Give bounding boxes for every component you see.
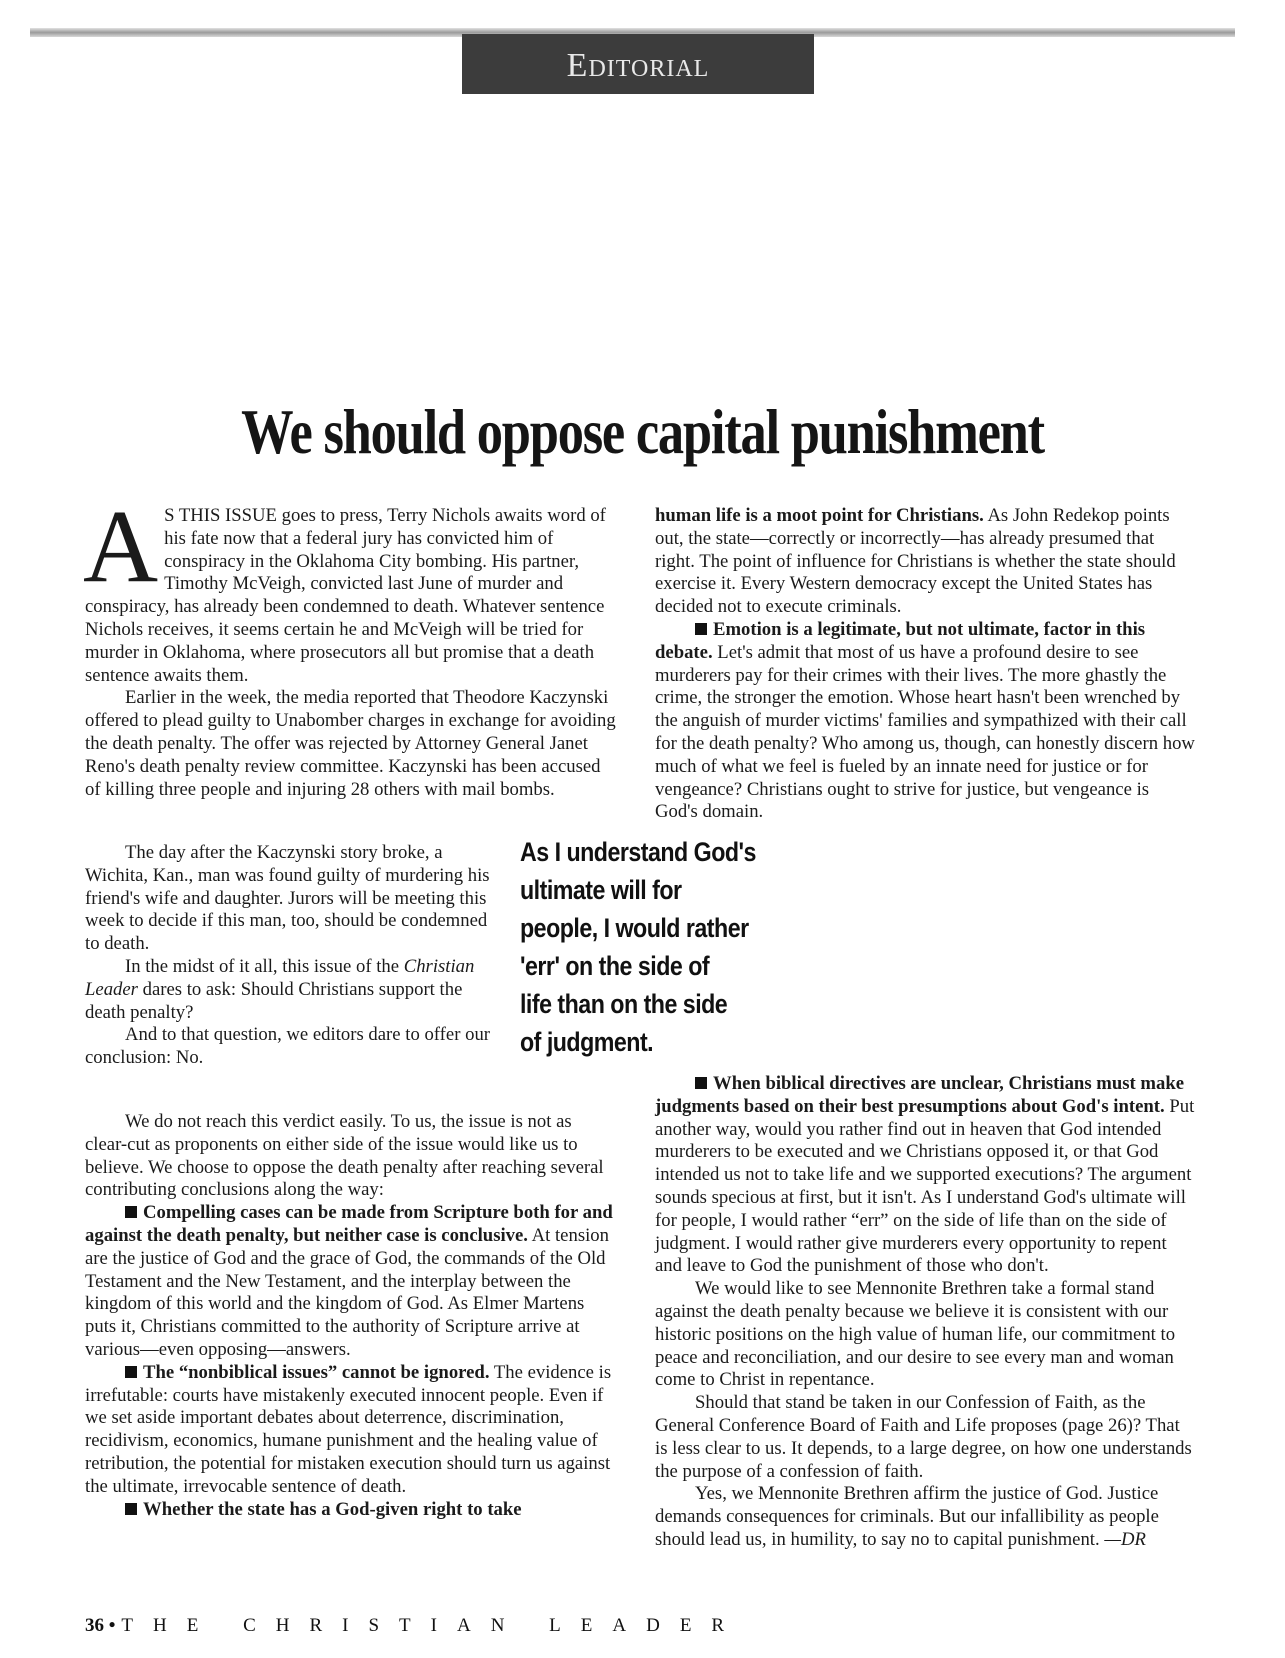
paragraph: human life is a moot point for Christians. As John Redekop points out, the state—correctly or incorrectly—has already presumed that right. The point of influence for Christians is whether the state should exercise it. Every Western democracy except the United States has decided not to execute criminals. — [655, 505, 1176, 618]
paragraph: And to that question, we editors dare to offer our conclusion: No. — [85, 1024, 491, 1069]
lead-paragraph: A S THIS ISSUE goes to press, Terry Nichols awaits word of his fate now that a federal jury has convicted him of conspiracy in the Oklahoma City bombing. His partner, Timothy McVeigh, convicted last June of murder and conspiracy, has already been condemned to death. Whatever sentence Nichols receives, it seems certain he and McVeigh will be tried for murder in Oklahoma, where prosecutors all but promise that a death sentence awaits them. — [83, 489, 606, 686]
paragraph: Yes, we Mennonite Brethren affirm the justice of God. Justice demands consequences for criminals. But our infallibility as people should lead us, in humility, to say no to capital punishment. —DR — [655, 1483, 1159, 1550]
page-footer — [85, 1615, 744, 1637]
signature: —DR — [1104, 1528, 1146, 1550]
publication-name-footer: THE CHRISTIAN LEADER — [121, 1615, 745, 1636]
paragraph: Emotion is a legitimate, but not ultimate, factor in this debate. Let's admit that most of us have a profound desire to see murderers pay for their crimes with their lives. The more ghastly the crime, the stronger the emotion. Whose heart hasn't been wrenched by the anguish of murder victims' families and sympathized with their call for the death penalty? Who among us, though, can honestly discern how much of what we feel is fueled by an innate need for justice or for vengeance? Christians ought to strive for justice, but vengeance is God's domain. — [655, 618, 1195, 823]
column-right — [655, 505, 1195, 824]
column-right-lower — [655, 1073, 1195, 1552]
bullet-square-icon — [125, 1366, 137, 1378]
paragraph: When biblical directives are unclear, Christians must make judgments based on their best presumptions about God's intent. Put another way, would you rather find out in heaven that God intended murderers to be executed and we Christians opposed it, or that God intended us not to take life and we supported executions? The argument sounds specious at first, but it isn't. As I understand God's ultimate will for people, I would rather “err” on the side of life than on the side of judgment. I would rather give murderers every opportunity to repent and leave to God the punishment of those who don't. — [655, 1073, 1195, 1277]
publication-name: Christian Leader — [85, 955, 475, 1000]
page-number: 36 • — [85, 1615, 116, 1636]
bullet-square-icon — [125, 1503, 137, 1515]
paragraph: In the midst of it all, this issue of the Christian Leader dares to ask: Should Christians support the death penalty? — [85, 955, 475, 1023]
paragraph: We do not reach this verdict easily. To us, the issue is not as clear-cut as proponents on either side of the issue would like us to believe. We choose to oppose the death penalty after reaching several contributing conclusions along the way: — [85, 1111, 604, 1201]
bullet-square-icon — [695, 623, 707, 635]
paragraph: We would like to see Mennonite Brethren take a formal stand against the death penalty because we believe it is consistent with our historic positions on the high value of human life, our commitment to peace and reconciliation, and our desire to see every man and woman come to Christ in repentance. — [655, 1278, 1176, 1391]
paragraph: The “nonbiblical issues” cannot be ignored. The evidence is irrefutable: courts have mistakenly executed innocent people. Even if we set aside important debates about deterrence, discrimination, recidivism, economics, humane punishment and the healing value of retribution, the potential for mistaken execution should turn us against the ultimate, irrevocable sentence of death. — [85, 1361, 612, 1497]
column-left-lower — [85, 1111, 618, 1521]
bullet-square-icon — [125, 1206, 137, 1218]
paragraph: Compelling cases can be made from Scripture both for and against the death penalty, but neither case is conclusive. At tension are the justice of God and the grace of God, the commands of the Old Testament and the New Testament, and the interplay between the kingdom of this world and the kingdom of God. As Elmer Martens puts it, Christians committed to the authority of Scripture arrive at various—even opposing—answers. — [85, 1202, 613, 1360]
column-left-narrow — [85, 842, 495, 1070]
paragraph: Whether the state has a God-given right to take — [85, 1499, 618, 1522]
pull-quote: As I understand God's ultimate will for people, I would rather 'err' on the side of life than on the side of judgment. — [520, 837, 756, 1057]
paragraph: Earlier in the week, the media reported that Theodore Kaczynski offered to plead guilty to Unabomber charges in exchange for avoiding the death penalty. The offer was rejected by Attorney General Janet Reno's death penalty review committee. Kaczynski has been accused of killing three people and injuring 28 others with mail bombs. — [85, 687, 616, 800]
paragraph: The day after the Kaczynski story broke, a Wichita, Kan., man was found guilty of murdering his friend's wife and daughter. Jurors will be meeting this week to decide if this man, too, should be condemned to death. — [85, 842, 490, 955]
paragraph: Should that stand be taken in our Confession of Faith, as the General Conference Board of Faith and Life proposes (page 26)? That is less clear to us. It depends, to a large degree, on how one understands the purpose of a confession of faith. — [655, 1392, 1192, 1482]
drop-cap: A — [83, 489, 159, 604]
section-label: Editorial — [462, 34, 814, 94]
bullet-square-icon — [695, 1077, 707, 1089]
column-left — [83, 489, 618, 801]
headline: We should oppose capital punishment — [241, 396, 1044, 467]
